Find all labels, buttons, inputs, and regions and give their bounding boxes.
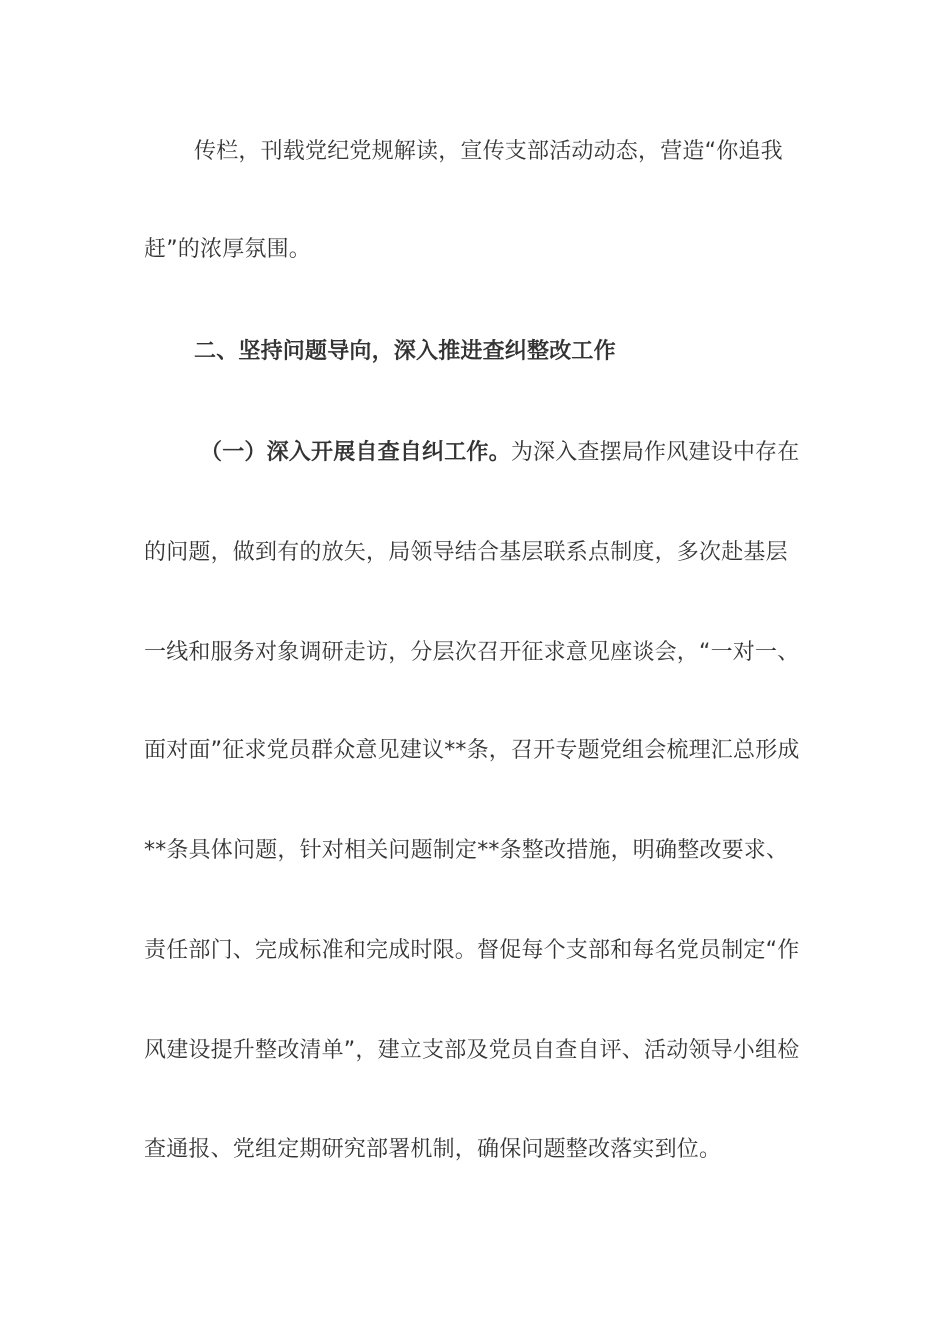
paragraph-2-line-5: **条具体问题，针对相关问题制定**条整改措施，明确整改要求、	[144, 838, 789, 863]
paragraph-1-line-2: 赶”的浓厚氛围。	[144, 237, 311, 262]
paragraph-2-line-3: 一线和服务对象调研走访，分层次召开征求意见座谈会，“一对一、	[144, 640, 800, 665]
paragraph-1-line-1: 传栏，刊载党纪党规解读，宣传支部活动动态，营造“你追我	[194, 139, 783, 164]
paragraph-2-line-1-text: 为深入查摆局作风建设中存在	[510, 440, 800, 465]
subsection-title: （一）深入开展自查自纠工作。	[200, 440, 511, 465]
paragraph-2-line-6: 责任部门、完成标准和完成时限。督促每个支部和每名党员制定“作	[144, 938, 800, 963]
paragraph-2-line-4: 面对面”征求党员群众意见建议**条，召开专题党组会梳理汇总形成	[144, 738, 800, 763]
paragraph-2-line-8: 查通报、党组定期研究部署机制，确保问题整改落实到位。	[144, 1137, 722, 1162]
paragraph-2-line-1	[200, 438, 806, 468]
paragraph-2-line-2: 的问题，做到有的放矢，局领导结合基层联系点制度，多次赴基层	[144, 540, 788, 565]
paragraph-2-line-7: 风建设提升整改清单”，建立支部及党员自查自评、活动领导小组检	[144, 1038, 800, 1063]
section-heading-2: 二、坚持问题导向，深入推进查纠整改工作	[194, 339, 616, 364]
